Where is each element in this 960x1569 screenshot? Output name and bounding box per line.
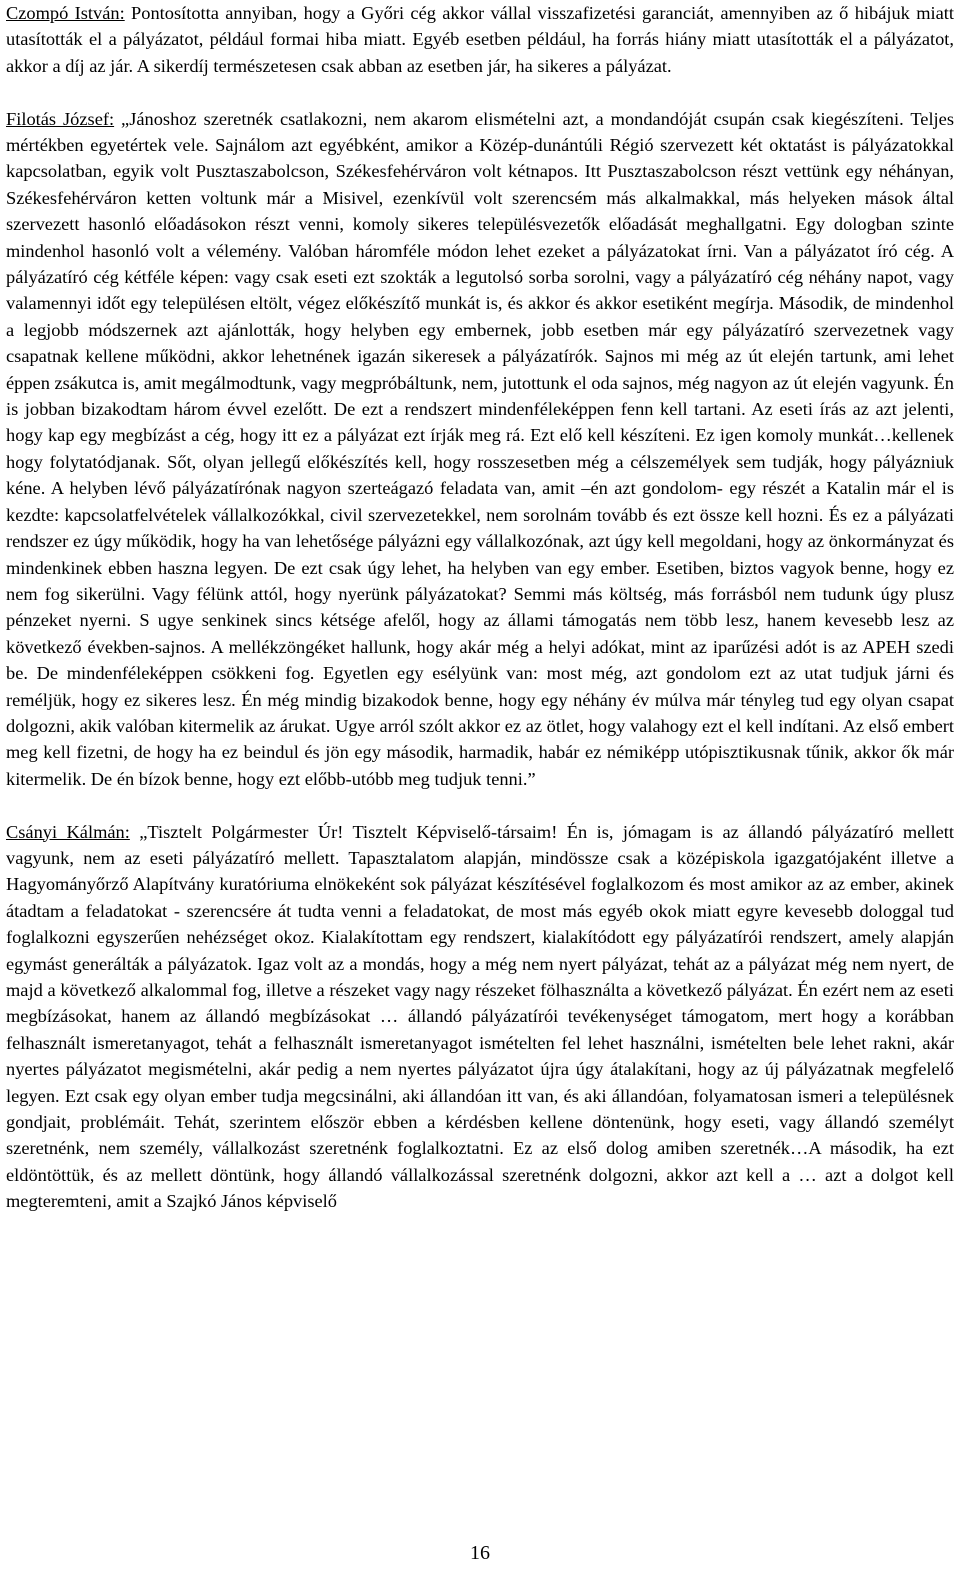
paragraph-filotas <box>6 106 954 793</box>
paragraph-text: „Tisztelt Polgármester Úr! Tisztelt Képviselő-társaim! Én is, jómagam is az állandó pályázatíró mellett vagyunk, nem az eseti pályázatíró mellett. Tapasztalatom alapján, mindössze csak a középiskola igazgatójaként illetve a Hagyományőrző Alapítvány kuratóriuma elnökeként sok pályázat készítésével foglalkozom és most amikor az az ember, akinek átadtam a feladatokat - szerencsére át tudta venni a feladatokat, de most más egyéb okok miatt egyre kevesebb dologgal tud foglalkozni egyszerűen nehézséget okoz. Kialakítottam egy rendszert, kialakítódott egy pályázatírói rendszert, amely alapján egymást generálták a pályázatok. Igaz volt az a mondás, hogy a még nem nyert pályázat, tehát az a pályázat még nem nyert, de majd a következő alkalommal fog, illetve a részeket vagy nagy részeket fölhasználta a következő pályázat. Én ezért nem az eseti megbízásokat, hanem az állandó megbízásokat … állandó pályázatírói tevékenységet támogatom, mert hogy a korábban felhasznált ismeretanyagot, tehát a felhasznált ismeretanyagot ismételten fel lehet használni, ismételten bele lehet rakni, akár nyertes pályázatot megismételni, akár pedig a nem nyertes pályázatot újra úgy átalakítani, hogy az új pályázatnak megfelelő legyen. Ezt csak egy olyan ember tudja megcsinálni, aki állandóan itt van, és aki állandóan, folyamatosan ismeri a településnek gondjait, problémáit. Tehát, szerintem először ebben a kérdésben kellene döntenünk, hogy eseti, vagy állandó személyt szeretnénk, nem személy, vállalkozást szeretnénk foglalkoztatni. Ez az első dolog amiben szeretnék…A második, ha ezt eldöntöttük, és az mellett döntünk, hogy állandó vállalkozással szeretnénk dolgozni, akkor azt kell a … azt a dolgot kell megteremteni, amit a Szajkó János képviselő <box>6 821 954 1212</box>
speaker-name: Czompó István: <box>6 3 125 23</box>
paragraph-gap <box>6 792 954 818</box>
paragraph-text: Pontosította annyiban, hogy a Győri cég akkor vállal visszafizetési garanciát, amennyiben az ő hibájuk miatt utasították el a pályázatot, például formai hiba miatt. Egyéb esetben például, ha forrás hiány miatt utasították el a pályázatot, akkor a díj az jár. A sikerdíj természetesen csak abban az esetben jár, ha sikeres a pályázat. <box>6 3 954 76</box>
speaker-name: Csányi Kálmán: <box>6 821 130 842</box>
page-number: 16 <box>470 1542 490 1564</box>
paragraph-csanyi <box>6 819 954 1215</box>
paragraph-czompo <box>6 0 954 79</box>
paragraph-text: „Jánoshoz szeretnék csatlakozni, nem akarom elismételni azt, a mondandóját csupán csak kiegészíteni. Teljes mértékben egyetértek vele. Sajnálom azt egyébként, amikor a Közép-dunántúli Régió szervezett két oktatást is pályázatokkal kapcsolatban, egyik volt Pusztaszabolcson, Székesfehérváron volt kétnapos. Itt Pusztaszabolcson részt vettünk egy néhányan, Székesfehérváron ketten voltunk már a Misivel, ezenkívül volt szerencsém más alkalmakkal, más helyeken mások által szervezett hasonló előadásokon részt venni, komoly sikeres településvezetők előadását meghallgatni. Egy dologban szinte mindenhol hasonló volt a vélemény. Valóban háromféle módon lehet ezeket a pályázatokat írni. Van a pályázatot író cég. A pályázatíró cég kétféle képen: vagy csak eseti ezt szokták a legutolsó sorba sorolni, vagy a pályázatíró cég néhány napot, vagy valamennyi időt egy településen eltölt, végez előkészítő munkát is, és akkor és akkor esetiként megírja. Második, de mindenhol a legjobb módszernek azt ajánlották, hogy helyben egy embernek, jobb esetben már egy pályázatíró szervezetnek vagy csapatnak kellene működni, akkor lehetnének igazán sikeresek a pályázatírók. Sajnos mi még az út elején tartunk, ami lehet éppen zsákutca is, amit megálmodtunk, vagy megpróbáltunk, nem, jutottunk el oda sajnos, még nagyon az út elején vagyunk. Én is jobban bizakodtam három évvel ezelőtt. De ezt a rendszert mindenféleképpen fenn kell tartani. Az eseti írás az azt jelenti, hogy kap egy megbízást a cég, hogy itt ez a pályázat ezt írják meg rá. Ezt elő kell készíteni. Ez igen komoly munkát…kellenek hogy folytatódjanak. Sőt, olyan jellegű előkészítés kell, hogy rosszesetben még a célszemélyek sem tudják, hogy pályázniuk kéne. A helyben lévő pályázatírónak nagyon szerteágazó feladata van, amit –én azt gondolom- egy részét a Katalin már el is kezdte: kapcsolatfelvételek vállalkozókkal, civil szervezetekkel, nem sorolnám tovább és ezt össze kell hozni. És ez a pályázati rendszer ez úgy működik, hogy ha van lehetősége pályázni egy vállalkozónak, azt úgy kell megoldani, hogy az önkormányzat és mindenkinek ebben haszna legyen. De ezt csak úgy lehet, ha helyben van egy ember. Esetiben, biztos vagyok benne, hogy ez nem fog sikerülni. Vagy félünk attól, hogy nyerünk pályázatokat? Semmi más költség, más forrásból nem tudunk úgy plusz pénzeket nyerni. S ugye senkinek sincs kétsége afelől, hogy az állami támogatás nem több lesz, hanem kevesebb lesz az következő években-sajnos. A mellékzöngéket hallunk, hogy akár még a helyi adókat, mint az iparűzési adót is az APEH szedi be. De mindenféleképpen csökkeni fog. Egyetlen egy esélyünk van: most még, azt gondolom ezt az utat tudjuk járni és reméljük, hogy ez sikeres lesz. Én még mindig bizakodok benne, hogy egy néhány év múlva már tényleg tud egy olyan csapat dolgozni, akik valóban kitermelik az árukat. Ugye arról szólt akkor ez az ötlet, hogy valahogy ezt el kell indítani. Az első embert meg kell fizetni, de hogy ha ez beindul és jön egy második, harmadik, habár ez némiképp utópisztikusnak tűnik, akkor ők már kitermelik. De én bízok benne, hogy ezt előbb-utóbb meg tudjuk tenni.” <box>6 108 954 789</box>
speaker-name: Filotás József: <box>6 108 115 129</box>
paragraph-gap <box>6 79 954 105</box>
